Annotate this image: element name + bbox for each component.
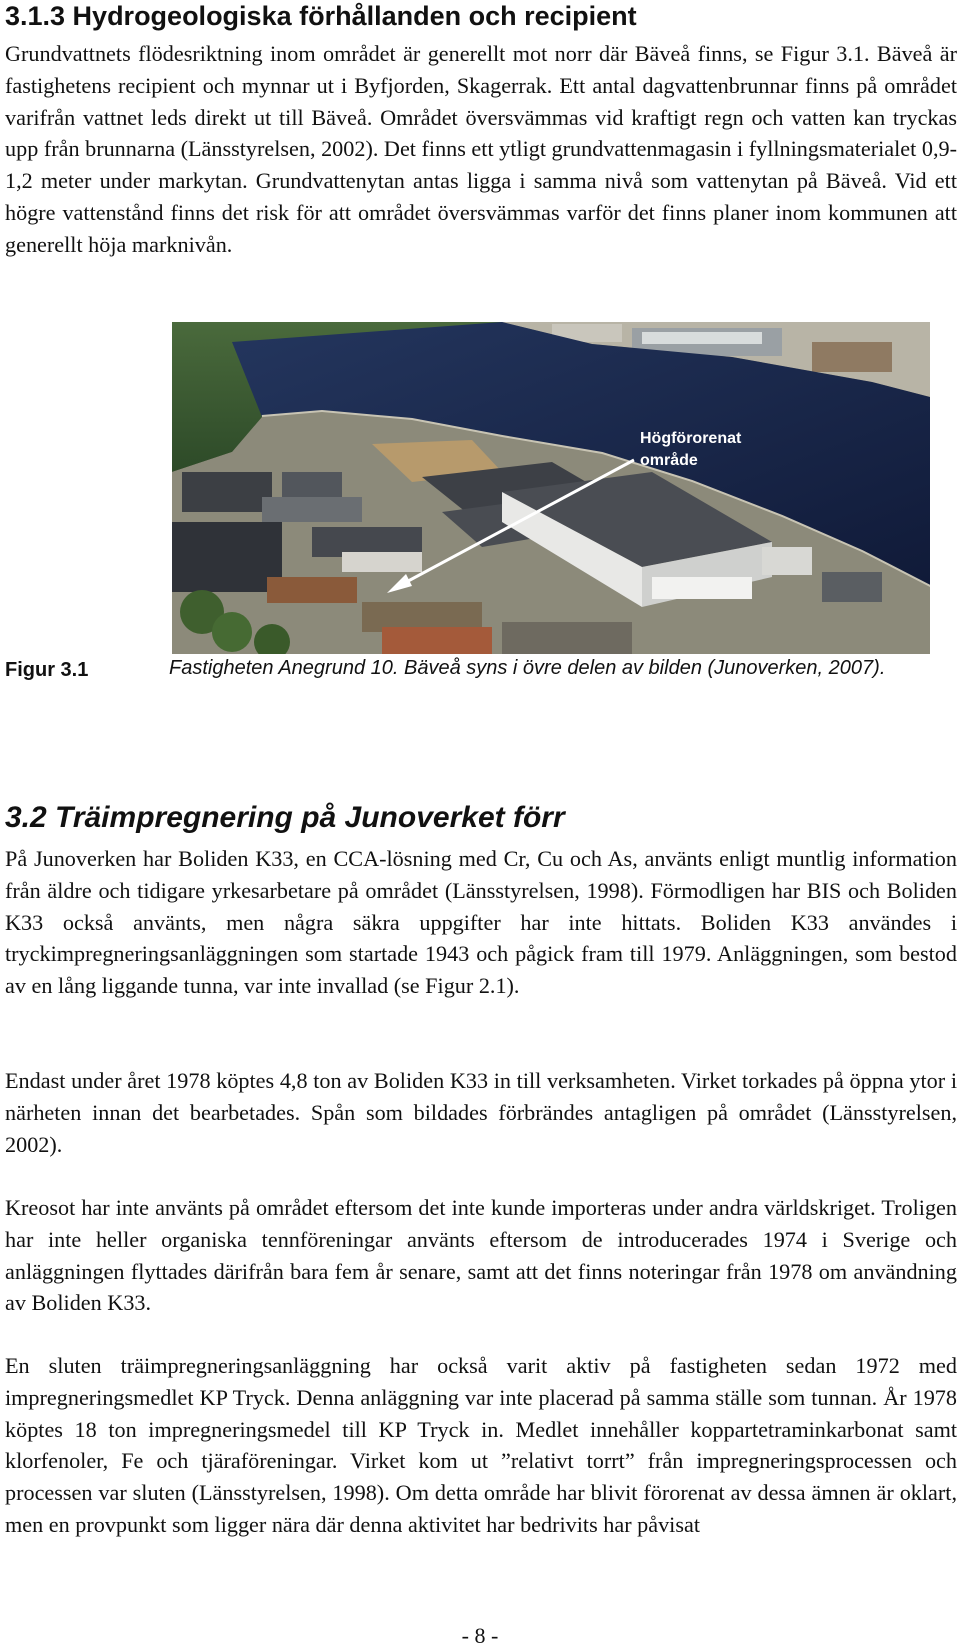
figure-caption: Fastigheten Anegrund 10. Bäveå syns i övre delen av bilden (Junoverken, 2007). (169, 657, 886, 679)
aerial-photo-drawing (172, 322, 930, 654)
paragraph-impregnation-1: På Junoverken har Boliden K33, en CCA-lösning med Cr, Cu och As, använts enligt muntlig information från äldre och tidigare yrkesarbetare på området (Länsstyrelsen, 1998). Förmodligen har BIS och Boliden K33 också använts, men några säkra uppgifter har inte hittats. Boliden K33 användes i tryckimpregneringsanläggningen som startade 1943 och pågick fram till 1979. Anläggningen, som bestod av en lång liggande tunna, var inte invallad (se Figur 2.1). (5, 846, 957, 999)
page-number: - 8 - (461, 1623, 499, 1648)
paragraph-impregnation-3: Kreosot har inte använts på området eftersom det inte kunde importeras under andra världskriget. Troligen har inte heller organiska tennföreningar använts eftersom de introducerades 1974 i Sverige och anläggningen flyttades därifrån bara fem år senare, samt att det finns noteringar från 1978 om användning av Boliden K33. (5, 1195, 957, 1316)
figure-label: Figur 3.1 (5, 659, 89, 681)
aerial-photo (172, 322, 930, 654)
paragraph-impregnation-4: En sluten träimpregneringsanläggning har också varit aktiv på fastigheten sedan 1972 med impregneringsmedlet KP Tryck. Denna anläggning var inte placerad på samma ställe som tunnan. År 1978 köptes 18 ton impregneringsmedel till KP Tryck in. Medlet innehåller koppartetraminkarbonat samt klorfenoler, Fe och tjäraföreningar. Virket kom ut ”relativt torrt” från impregneringsprocessen och processen var sluten (Länsstyrelsen, 1998). Om detta område har blivit förorenat av dessa ämnen är oklart, men en provpunkt som ligger nära där denna aktivitet har bedrivits har påvisat (5, 1353, 957, 1537)
photo-annotation: Högförorenat område (640, 430, 742, 469)
paragraph-impregnation-2: Endast under året 1978 köptes 4,8 ton av Boliden K33 in till verksamheten. Virket torkades på öppna ytor i närheten innan det bearbetades. Spån som bildades förbrändes antagligen på området (Länsstyrelsen, 2002). (5, 1068, 957, 1157)
paragraph-hydrogeology: Grundvattnets flödesriktning inom området är generellt mot norr där Bäveå finns, se Figur 3.1. Bäveå är fastighetens recipient och mynnar ut i Byfjorden, Skagerrak. Ett antal dagvattenbrunnar finns på området varifrån vattnet leds direkt ut till Bäveå. Området översvämmas vid kraftigt regn och vatten kan tryckas upp från brunnarna (Länsstyrelsen, 2002). Det finns ett ytligt grundvattenmagasin i fyllningsmaterialet 0,9-1,2 meter under markytan. Grundvattenytan antas ligga i samma nivå som vattenytan på Bäveå. Vid ett högre vattenstånd finns det risk för att området översvämmas varför det finns planer inom kommunen att generellt höja marknivån. (5, 41, 957, 257)
section-heading-wood-impregnation: 3.2 Träimpregnering på Junoverket förr (5, 801, 565, 834)
section-heading-hydrogeology: 3.1.3 Hydrogeologiska förhållanden och recipient (5, 1, 637, 31)
